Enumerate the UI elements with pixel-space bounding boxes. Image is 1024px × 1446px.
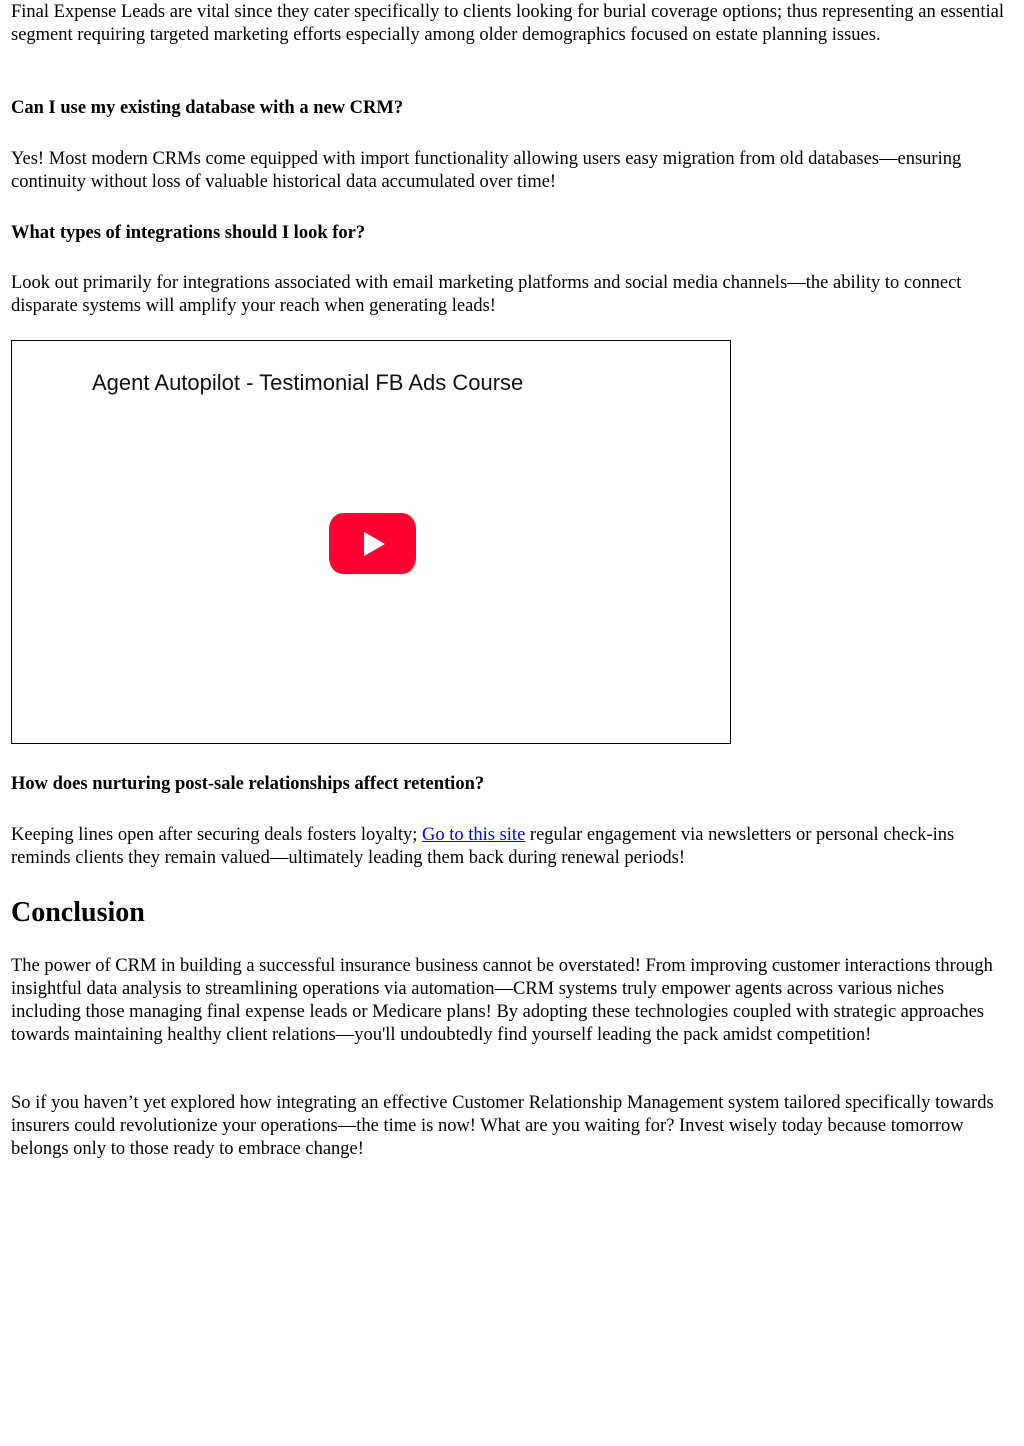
faq-question-post-sale: How does nurturing post-sale relationships affect retention?	[11, 774, 485, 794]
conclusion-paragraph-1: The power of CRM in building a successful insurance business cannot be overstated! From improving customer interactions through insightful data analysis to streamlining operations via automation—CRM systems truly empower agents across various niches including those managing final expense leads or Medicare plans! By adopting these technologies coupled with strategic approaches towards maintaining healthy client relations—you'll undoubtedly find yourself leading the pack amidst competition!	[11, 956, 993, 1045]
faq-question-existing-database: Can I use my existing database with a new CRM?	[11, 98, 404, 118]
faq-answer-existing-database: Yes! Most modern CRMs come equipped with import functionality allowing users easy migration from old databases—ensuring continuity without loss of valuable historical data accumulated over time!	[11, 149, 962, 192]
answer-text-after-link: regular engagement via newsletters or personal check-ins reminds clients they remain valued—ultimately leading them back during renewal periods!	[11, 825, 955, 868]
video-title[interactable]: Agent Autopilot - Testimonial FB Ads Course	[92, 370, 524, 395]
faq-answer-post-sale	[11, 824, 1006, 870]
conclusion-paragraph-2: So if you haven’t yet explored how integrating an effective Customer Relationship Management system tailored specifically towards insurers could revolutionize your operations—the time is now! What are you waiting for? Invest wisely today because tomorrow belongs only to those ready to embrace change!	[11, 1093, 994, 1159]
faq-answer-integrations: Look out primarily for integrations associated with email marketing platforms and social media channels—the ability to connect disparate systems will amplify your reach when generating leads!	[11, 273, 962, 316]
embedded-video[interactable]	[11, 340, 731, 744]
faq-question-integrations: What types of integrations should I look for?	[11, 223, 366, 243]
play-triangle-icon	[364, 532, 385, 556]
go-to-site-link[interactable]: Go to this site	[421, 825, 526, 845]
conclusion-heading: Conclusion	[11, 897, 145, 928]
youtube-play-icon[interactable]	[329, 513, 416, 574]
answer-text-before-link: Keeping lines open after securing deals fosters loyalty;	[11, 825, 422, 845]
intro-paragraph: Final Expense Leads are vital since they cater specifically to clients looking for burial coverage options; thus representing an essential segment requiring targeted marketing efforts especially among older demographics focused on estate planning issues.	[11, 2, 1005, 45]
